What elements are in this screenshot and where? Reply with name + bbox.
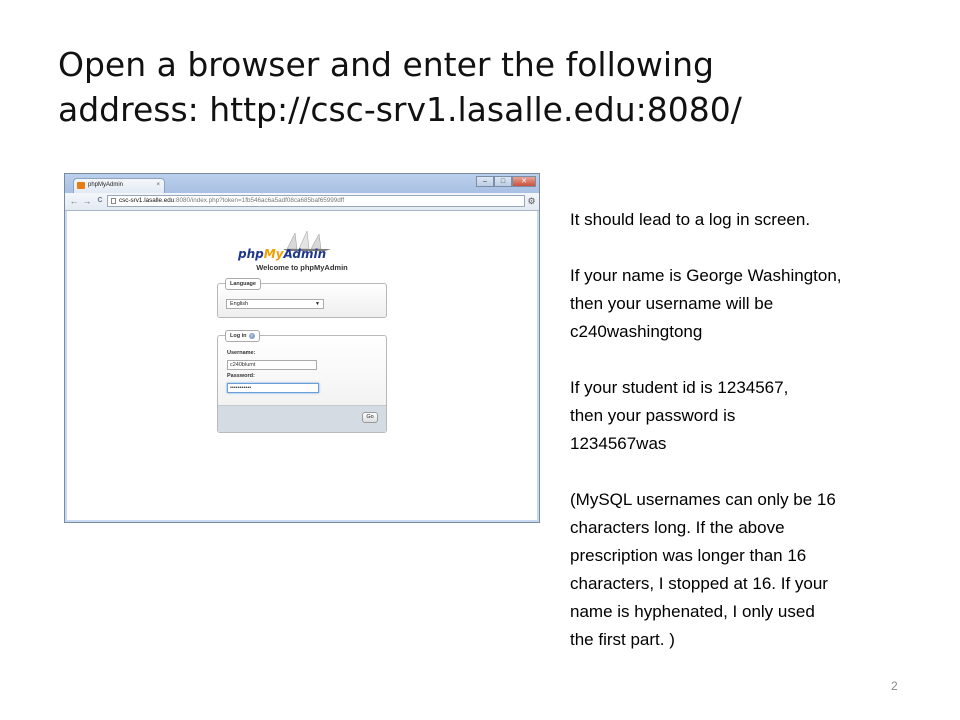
logo-text bbox=[238, 247, 326, 261]
back-arrow-icon[interactable]: ← bbox=[69, 196, 79, 206]
reload-icon[interactable]: C bbox=[97, 197, 103, 204]
instruction-line: the first part. ) bbox=[570, 630, 675, 649]
login-legend bbox=[225, 330, 260, 342]
tab-title: phpMyAdmin bbox=[88, 182, 124, 188]
login-legend-text: Log in bbox=[230, 333, 247, 339]
instruction-line: name is hyphenated, I only used bbox=[570, 602, 815, 621]
logo-admin: Admin bbox=[283, 247, 327, 261]
slide-title-line-1: Open a browser and enter the following bbox=[58, 45, 714, 84]
instruction-line: (MySQL usernames can only be 16 bbox=[570, 490, 836, 509]
browser-tab-phpmyadmin[interactable] bbox=[73, 178, 165, 193]
language-select[interactable] bbox=[226, 299, 324, 309]
window-controls bbox=[476, 176, 536, 187]
logo-my: My bbox=[263, 247, 284, 261]
welcome-heading: Welcome to phpMyAdmin bbox=[256, 263, 348, 272]
phpmyadmin-logo bbox=[239, 240, 339, 262]
logo-php: php bbox=[238, 247, 264, 261]
instruction-line: then your password is bbox=[570, 406, 736, 425]
forward-arrow-icon[interactable]: → bbox=[82, 196, 92, 206]
go-button[interactable]: Go bbox=[362, 412, 378, 423]
wrench-icon[interactable]: ⚙ bbox=[527, 196, 536, 206]
username-input[interactable]: c240blumt bbox=[227, 360, 317, 370]
instruction-line: prescription was longer than 16 bbox=[570, 546, 807, 565]
instruction-line: characters, I stopped at 16. If your bbox=[570, 574, 828, 593]
slide-title bbox=[58, 42, 928, 132]
page-icon bbox=[111, 198, 116, 204]
close-window-button[interactable]: ✕ bbox=[512, 176, 536, 187]
language-selected: English bbox=[230, 301, 249, 307]
minimize-button[interactable]: – bbox=[476, 176, 494, 187]
login-fieldset bbox=[217, 332, 387, 433]
instruction-line: c240washingtong bbox=[570, 322, 703, 341]
instructions-text bbox=[570, 178, 930, 682]
maximize-button[interactable]: □ bbox=[494, 176, 512, 187]
phpmyadmin-favicon-icon bbox=[77, 182, 85, 189]
dropdown-arrow-icon: ▼ bbox=[315, 301, 320, 307]
address-bar[interactable] bbox=[107, 195, 525, 207]
login-footer bbox=[218, 405, 386, 432]
instruction-line: 1234567was bbox=[570, 434, 667, 453]
browser-toolbar bbox=[65, 193, 539, 211]
instruction-line: It should lead to a log in screen. bbox=[570, 210, 811, 229]
url-path: :8080/index.php?token=1fb546ac6a5adf08ca685baf65999dff bbox=[174, 197, 345, 204]
browser-screenshot bbox=[64, 173, 540, 523]
help-icon[interactable]: ? bbox=[250, 332, 253, 338]
username-label: Username: bbox=[227, 350, 256, 356]
page-number: 2 bbox=[891, 679, 898, 693]
url-host: csc-srv1.lasalle.edu bbox=[119, 197, 175, 204]
tab-strip bbox=[65, 174, 539, 193]
language-legend: Language bbox=[225, 278, 261, 290]
instruction-line: If your name is George Washington, bbox=[570, 266, 842, 285]
instruction-line: If your student id is 1234567, bbox=[570, 378, 789, 397]
tab-close-icon[interactable]: × bbox=[156, 182, 160, 188]
language-fieldset bbox=[217, 283, 387, 318]
password-label: Password: bbox=[227, 373, 255, 379]
password-input[interactable]: ••••••••••• bbox=[227, 383, 319, 393]
instruction-line: characters long. If the above bbox=[570, 518, 785, 537]
instruction-line: then your username will be bbox=[570, 294, 774, 313]
browser-viewport bbox=[67, 211, 537, 520]
slide-title-line-2: address: http://csc-srv1.lasalle.edu:8080/ bbox=[58, 90, 742, 129]
